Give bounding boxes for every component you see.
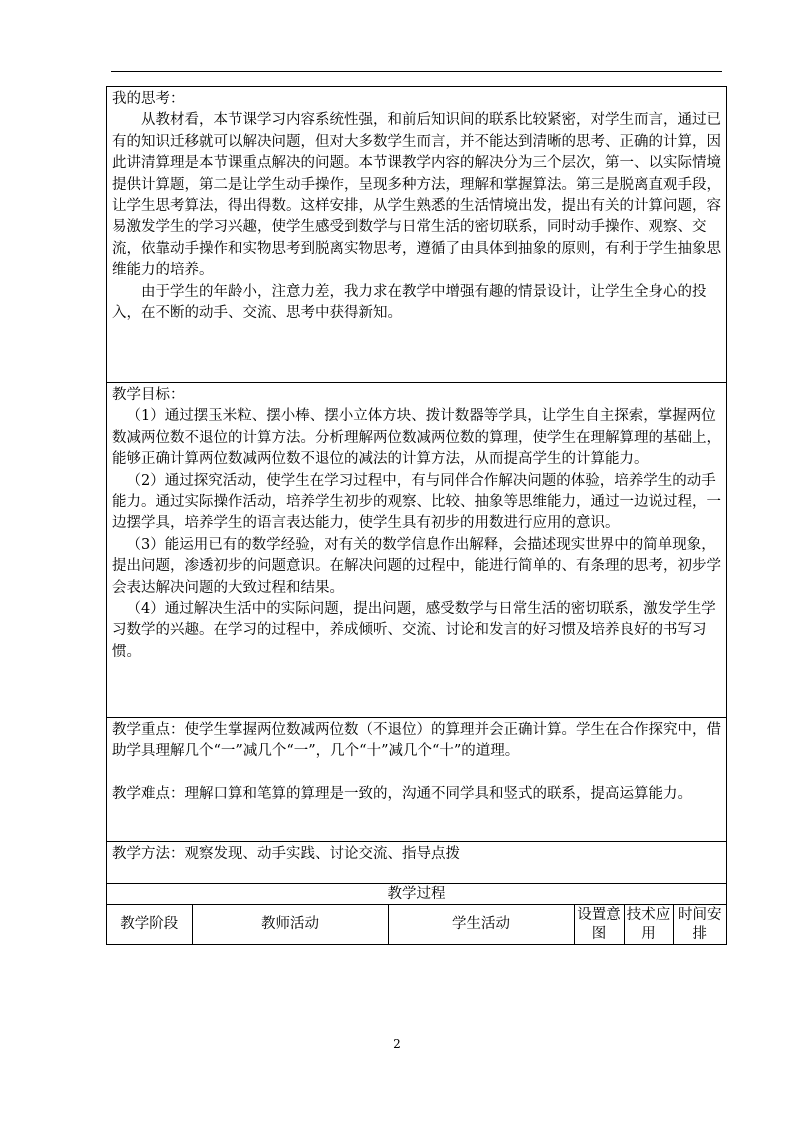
column-header-design-intent: 设置意图 (574, 905, 624, 944)
objective-item: （4）通过解决生活中的实际问题，提出问题，感受数学与日常生活的密切联系，激发学生学习数学的兴趣。在学习的过程中，养成倾听、交流、讨论和发言的好习惯及培养良好的书写习惯。 (112, 601, 716, 660)
teaching-difficulty: 教学难点：理解口算和笔算的算理是一致的，沟通不同学具和竖式的联系，提高运算能力。 (112, 785, 692, 802)
column-header-student-activity: 学生活动 (388, 905, 574, 944)
objective-item: （2）通过探究活动，使学生在学习过程中，有与同伴合作解决问题的体验，培养学生的动手能力。通过实际操作活动，培养学生初步的观察、比较、抽象等思维能力，通过一边说过程，一边摆学具，培养学生的语言表达能力，使学生具有初步的用数进行应用的意识。 (112, 472, 721, 532)
column-header-time: 时间安排 (673, 905, 726, 944)
method-section (107, 842, 726, 884)
process-title: 教学过程 (107, 884, 726, 905)
objectives-section (107, 383, 726, 718)
reflection-section (107, 87, 726, 383)
objective-item: （3）能运用已有的数学经验，对有关的数学信息作出解释，会描述现实世界中的简单现象，提出问题，渗透初步的问题意识。在解决问题的过程中，能进行简单的、有条理的思考，初步学会表达解决问题的大致过程和结果。 (112, 536, 721, 596)
column-header-teacher-activity: 教师活动 (192, 905, 388, 944)
header-rule (111, 71, 722, 72)
page-number: 2 (393, 1037, 401, 1051)
column-header-stage: 教学阶段 (120, 916, 179, 932)
teaching-focus: 教学重点：使学生掌握两位数减两位数（不退位）的算理并会正确计算。学生在合作探究中，借助学具理解几个“一”减几个“一”，几个“十”减几个“十”的道理。 (112, 722, 721, 760)
reflection-paragraph: 由于学生的年龄小，注意力差，我力求在教学中增强有趣的情景设计，让学生全身心的投入，在不断的动手、交流、思考中获得新知。 (112, 283, 707, 322)
reflection-heading: 我的思考： (112, 91, 185, 107)
column-header-tech-application: 技术应用 (624, 905, 673, 944)
objective-item: （1）通过摆玉米粒、摆小棒、摆小立体方块、拨计数器等学具，让学生自主探索，掌握两位数减两位数不退位的计算方法。分析理解两位数减两位数的算理，使学生在理解算理的基础上，能够正确计算两位数减两位数不退位的减法的计算方法，从而提高学生的计算能力。 (112, 408, 721, 468)
teaching-method: 教学方法：观察发现、动手实践、讨论交流、指导点拨 (112, 846, 460, 862)
lesson-plan-table (106, 86, 727, 945)
process-table-header (107, 905, 726, 944)
reflection-paragraph: 从教材看，本节课学习内容系统性强，和前后知识间的联系比较紧密，对学生而言，通过已有的知识迁移就可以解决问题，但对大多数学生而言，并不能达到清晰的思考、正确的计算，因此讲清算理是本节课重点解决的问题。本节课教学内容的解决分为三个层次，第一、以实际情境提供计算题，第二是让学生动手操作，呈现多种方法，理解和掌握算法。第三是脱离直观手段，让学生思考算法，得出得数。这样安排，从学生熟悉的生活情境出发，提出有关的计算问题，容易激发学生的学习兴趣，使学生感受到数学与日常生活的密切联系，同时动手操作、观察、交流，依靠动手操作和实物思考到脱离实物思考，遵循了由具体到抽象的原则，有利于学生抽象思维能力的培养。 (112, 112, 721, 279)
key-points-section (107, 718, 726, 842)
objectives-heading: 教学目标： (112, 387, 185, 403)
